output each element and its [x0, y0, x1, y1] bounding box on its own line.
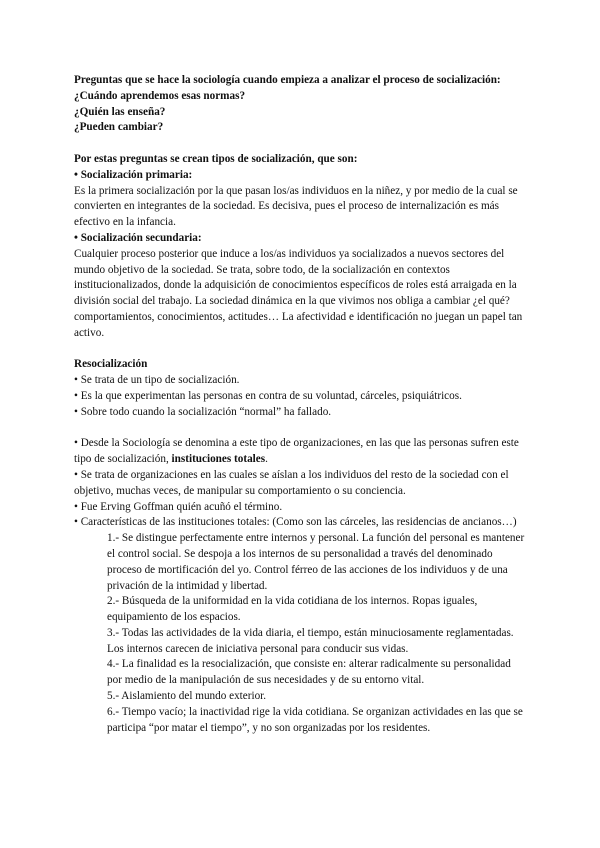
document-page — [74, 73, 526, 736]
reso-bullet-4-pre: • Desde la Sociología se denomina a este tipo de organizaciones, en las que las personas sufren este tipo de socialización, — [74, 437, 519, 466]
caracteristica-item: 3.- Todas las actividades de la vida diaria, el tiempo, están minuciosamente reglamentadas. Los internos carecen de iniciativa personal para conducir sus vidas. — [107, 626, 514, 655]
resocializacion-heading: Resocialización — [74, 358, 148, 371]
caracteristica-item: 1.- Se distingue perfectamente entre internos y personal. La función del personal es mantener el control social. Se despoja a los internos de su personalidad a través del denominado proceso de mortificación del yo. Control férreo de las acciones de los individuos y de una privación de la intimidad y libertad. — [107, 532, 525, 592]
caracteristicas-list — [107, 531, 526, 736]
reso-bullet-2: • Es la que experimentan las personas en contra de su voluntad, cárceles, psiquiátricos. — [74, 389, 462, 402]
primaria-text: Es la primera socialización por la que pasan los/as individuos en la niñez, y por medio de la cual se convierten en integrantes de la sociedad. Es decisiva, pues el proceso de internalización es más efectivo en la infancia. — [74, 184, 518, 229]
caracteristica-item: 6.- Tiempo vacío; la inactividad rige la vida cotidiana. Se organizan actividades en las que se participa “por matar el tiempo”, y no son organizadas por los residentes. — [107, 705, 523, 734]
reso-bullet-4-post: . — [265, 453, 268, 466]
instituciones-totales-term: instituciones totales — [171, 453, 266, 466]
question-2: ¿Quién las enseña? — [74, 105, 166, 118]
primaria-title: • Socialización primaria: — [74, 168, 193, 181]
secundaria-text: Cualquier proceso posterior que induce a los/as individuos ya socializados a nuevos sectores del mundo objetivo de la sociedad. Se trata, sobre todo, de la socialización en contextos institucionalizados, donde la adquisición de conocimientos específicos de roles está arraigada en la división social del trabajo. La sociedad dinámica en la que vivimos nos obliga a cambiar ¿el qué? comportamientos, conocimientos, actitudes… La afectividad e identificación no juegan un papel tan activo. — [74, 247, 523, 339]
reso-bullet-6: • Fue Erving Goffman quién acuñó el término. — [74, 500, 283, 513]
secundaria-title: • Socialización secundaria: — [74, 231, 202, 244]
reso-bullet-5: • Se trata de organizaciones en las cuales se aíslan a los individuos del resto de la sociedad con el objetivo, muchas veces, de manipular su comportamiento o su conciencia. — [74, 468, 509, 497]
reso-bullet-4 — [74, 436, 526, 468]
tipos-heading: Por estas preguntas se crean tipos de socialización, que son: — [74, 152, 358, 165]
caracteristica-item: 4.- La finalidad es la resocialización, que consiste en: alterar radicalmente su personalidad por medio de la manipulación de sus necesidades y de su entorno vital. — [107, 658, 511, 687]
reso-bullet-3: • Sobre todo cuando la socialización “normal” ha fallado. — [74, 405, 332, 418]
caracteristica-item: 2.- Búsqueda de la uniformidad en la vida cotidiana de los internos. Ropas iguales, equipamiento de los espacios. — [107, 595, 478, 624]
intro-heading: Preguntas que se hace la sociología cuando empieza a analizar el proceso de socialización: — [74, 74, 501, 86]
question-1: ¿Cuándo aprendemos esas normas? — [74, 89, 246, 102]
caracteristica-item: 5.- Aislamiento del mundo exterior. — [107, 690, 267, 703]
question-3: ¿Pueden cambiar? — [74, 121, 164, 134]
reso-bullet-7: • Características de las instituciones totales: (Como son las cárceles, las residencias de ancianos…) — [74, 516, 517, 529]
reso-bullet-1: • Se trata de un tipo de socialización. — [74, 374, 240, 387]
